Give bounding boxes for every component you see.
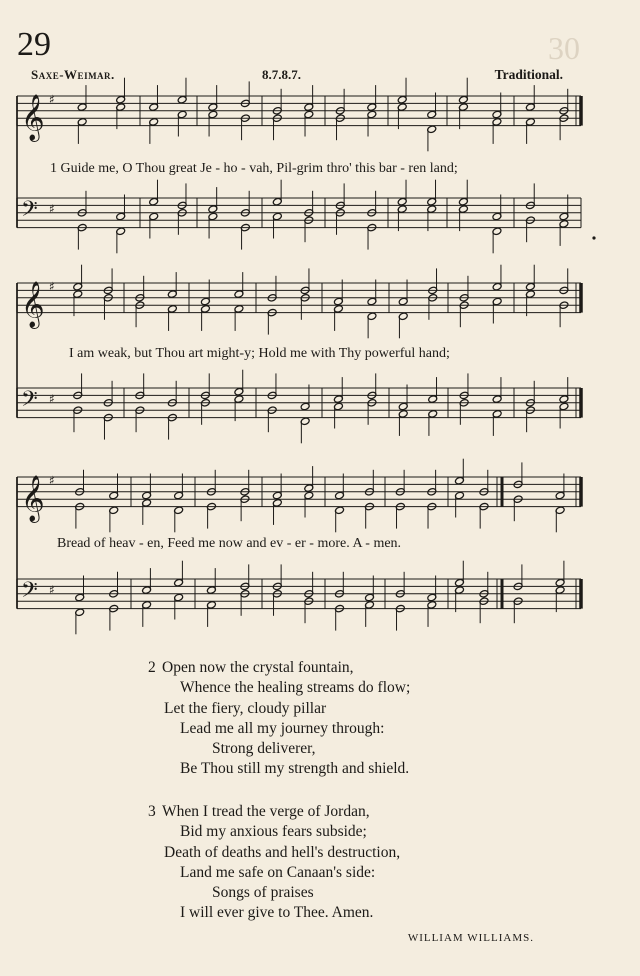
meter: 8.7.8.7. bbox=[262, 67, 301, 82]
stanza-line: Lead me all my journey through: bbox=[180, 719, 385, 737]
stanza-line: Death of deaths and hell's destruction, bbox=[164, 843, 401, 861]
stanza-2 bbox=[148, 658, 410, 780]
bass-clef-icon: 𝄢 bbox=[21, 578, 38, 609]
sharp-key-signature-icon: ♯ bbox=[49, 92, 55, 107]
composer-credit: Traditional. bbox=[494, 67, 563, 82]
hymn-number: 29 bbox=[17, 26, 51, 63]
stanza-line: Land me safe on Canaan's side: bbox=[180, 863, 376, 881]
stanza-3 bbox=[148, 802, 400, 924]
sharp-key-signature-icon: ♯ bbox=[49, 279, 55, 294]
treble-clef-icon: 𝄞 bbox=[21, 281, 45, 328]
stanza-line: Bid my anxious fears subside; bbox=[180, 823, 367, 841]
treble-clef-icon: 𝄞 bbox=[21, 94, 45, 141]
stanza-line: I will ever give to Thee. Amen. bbox=[180, 904, 374, 922]
tune-name: Saxe-Weimar. bbox=[31, 67, 115, 82]
stanza-line: Strong deliverer, bbox=[212, 740, 316, 758]
stanza-number: 3 bbox=[148, 803, 156, 820]
bass-clef-icon: 𝄢 bbox=[21, 197, 38, 228]
bleed-through-page-number: 30 bbox=[548, 30, 580, 66]
stanza-number: 2 bbox=[148, 659, 156, 676]
author-credit: WILLIAM WILLIAMS. bbox=[407, 932, 534, 944]
sharp-key-signature-icon: ♯ bbox=[49, 473, 55, 488]
stanza-line: When I tread the verge of Jordan, bbox=[162, 803, 370, 820]
lyric-line-1: 1 Guide me, O Thou great Je - ho - vah, Pil-grim thro' this bar - ren land; bbox=[50, 161, 458, 176]
stanza-line: Whence the healing streams do flow; bbox=[180, 679, 411, 697]
stanza-line: Songs of praises bbox=[212, 884, 314, 902]
staff-end-dot bbox=[592, 236, 595, 239]
stanza-line: Let the fiery, cloudy pillar bbox=[164, 699, 327, 717]
sharp-key-signature-icon: ♯ bbox=[49, 583, 55, 598]
lyric-line-3: Bread of heav - en, Feed me now and ev - er - more. A - men. bbox=[57, 536, 402, 551]
treble-clef-icon: 𝄞 bbox=[21, 475, 45, 522]
lyric-line-2: I am weak, but Thou art might-y; Hold me with Thy powerful hand; bbox=[69, 346, 450, 361]
sharp-key-signature-icon: ♯ bbox=[49, 392, 55, 407]
stanza-line: Be Thou still my strength and shield. bbox=[180, 760, 410, 778]
stanza-line: Open now the crystal fountain, bbox=[162, 659, 354, 676]
sharp-key-signature-icon: ♯ bbox=[49, 202, 55, 217]
bass-clef-icon: 𝄢 bbox=[21, 387, 38, 418]
